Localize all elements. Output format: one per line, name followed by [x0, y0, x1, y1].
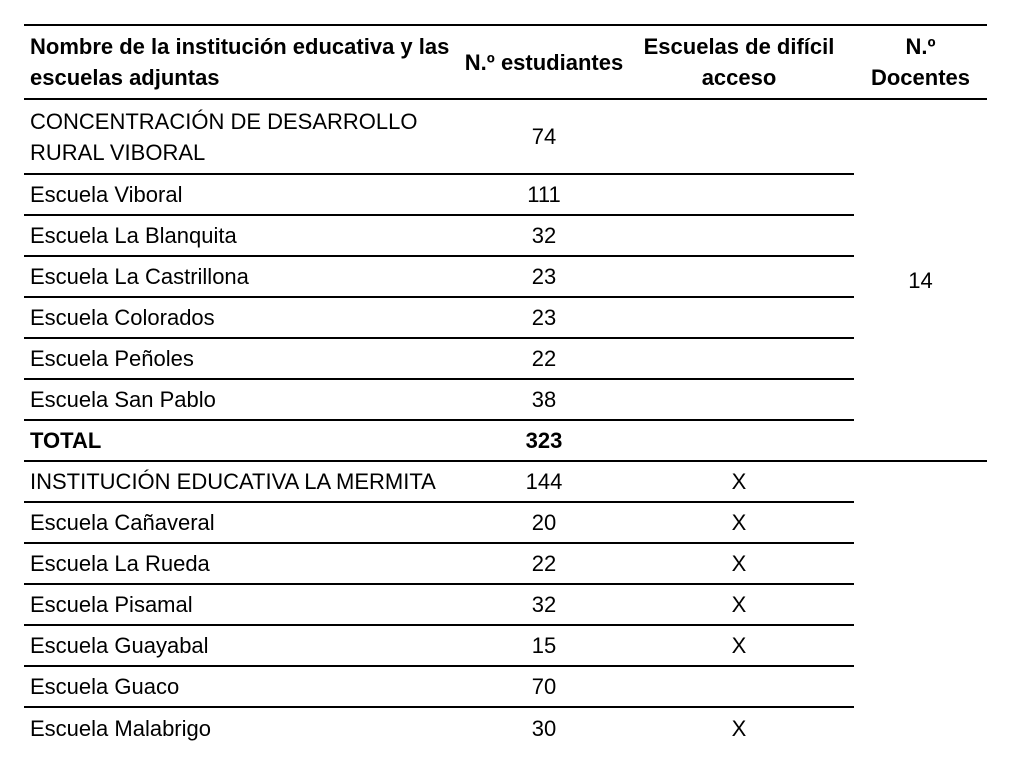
student-count: 32	[464, 215, 624, 256]
teachers-count-group-b	[854, 461, 987, 748]
difficult-access-mark	[624, 297, 854, 338]
institution-name: Escuela Peñoles	[24, 338, 464, 379]
difficult-access-mark	[624, 256, 854, 297]
difficult-access-mark: X	[624, 625, 854, 666]
student-count: 20	[464, 502, 624, 543]
difficult-access-mark: X	[624, 584, 854, 625]
difficult-access-mark	[624, 420, 854, 461]
student-count: 111	[464, 174, 624, 215]
table-row	[24, 502, 987, 543]
institution-name: Escuela La Blanquita	[24, 215, 464, 256]
institution-name: Escuela La Castrillona	[24, 256, 464, 297]
teachers-count-group-a: 14	[854, 99, 987, 461]
student-count: 74	[464, 99, 624, 174]
table-row	[24, 256, 987, 297]
header-teachers: N.º Docentes	[854, 25, 987, 99]
student-count: 15	[464, 625, 624, 666]
table-row	[24, 584, 987, 625]
difficult-access-mark	[624, 174, 854, 215]
table-body	[24, 99, 987, 748]
institution-name: Escuela Guayabal	[24, 625, 464, 666]
student-count: 30	[531, 715, 557, 741]
student-count: 32	[464, 584, 624, 625]
institution-name: Escuela La Rueda	[24, 543, 464, 584]
institution-name: CONCENTRACIÓN DE DESARROLLO RURAL VIBORAL	[24, 99, 464, 174]
table-row	[24, 338, 987, 379]
table-row	[24, 461, 987, 502]
table-row	[24, 707, 987, 748]
table-row	[24, 99, 987, 174]
table-row	[24, 215, 987, 256]
institution-name: INSTITUCIÓN EDUCATIVA LA MERMITA	[24, 461, 464, 502]
difficult-access-mark: X	[731, 715, 747, 741]
student-count: 144	[464, 461, 624, 502]
table-row	[24, 297, 987, 338]
institution-name: Escuela Viboral	[24, 174, 464, 215]
table-row	[24, 379, 987, 420]
difficult-access-mark: X	[624, 461, 854, 502]
table-row	[24, 625, 987, 666]
schools-table	[24, 24, 987, 748]
header-difficult-access: Escuelas de difícil acceso	[624, 25, 854, 99]
difficult-access-mark: X	[624, 543, 854, 584]
institution-name: Escuela Malabrigo	[30, 715, 211, 741]
table-row	[24, 543, 987, 584]
institution-name: Escuela Guaco	[24, 666, 464, 707]
difficult-access-mark: X	[624, 502, 854, 543]
student-count: 38	[464, 379, 624, 420]
difficult-access-mark	[624, 215, 854, 256]
student-count: 23	[464, 297, 624, 338]
header-institution: Nombre de la institución educativa y las escuelas adjuntas	[24, 25, 464, 99]
student-count: 22	[464, 543, 624, 584]
difficult-access-mark	[624, 379, 854, 420]
total-student-count: 323	[464, 420, 624, 461]
student-count: 23	[464, 256, 624, 297]
institution-name: Escuela Colorados	[24, 297, 464, 338]
difficult-access-mark	[624, 99, 854, 174]
table-row	[24, 666, 987, 707]
table-header	[24, 25, 987, 99]
student-count: 22	[464, 338, 624, 379]
institution-name: Escuela Pisamal	[24, 584, 464, 625]
header-students: N.º estudiantes	[464, 25, 624, 99]
schools-table-container	[24, 24, 987, 748]
difficult-access-mark	[624, 338, 854, 379]
total-label: TOTAL	[24, 420, 464, 461]
difficult-access-mark	[624, 666, 854, 707]
table-row	[24, 174, 987, 215]
total-row	[24, 420, 987, 461]
institution-name: Escuela Cañaveral	[24, 502, 464, 543]
student-count: 70	[464, 666, 624, 707]
institution-name: Escuela San Pablo	[24, 379, 464, 420]
